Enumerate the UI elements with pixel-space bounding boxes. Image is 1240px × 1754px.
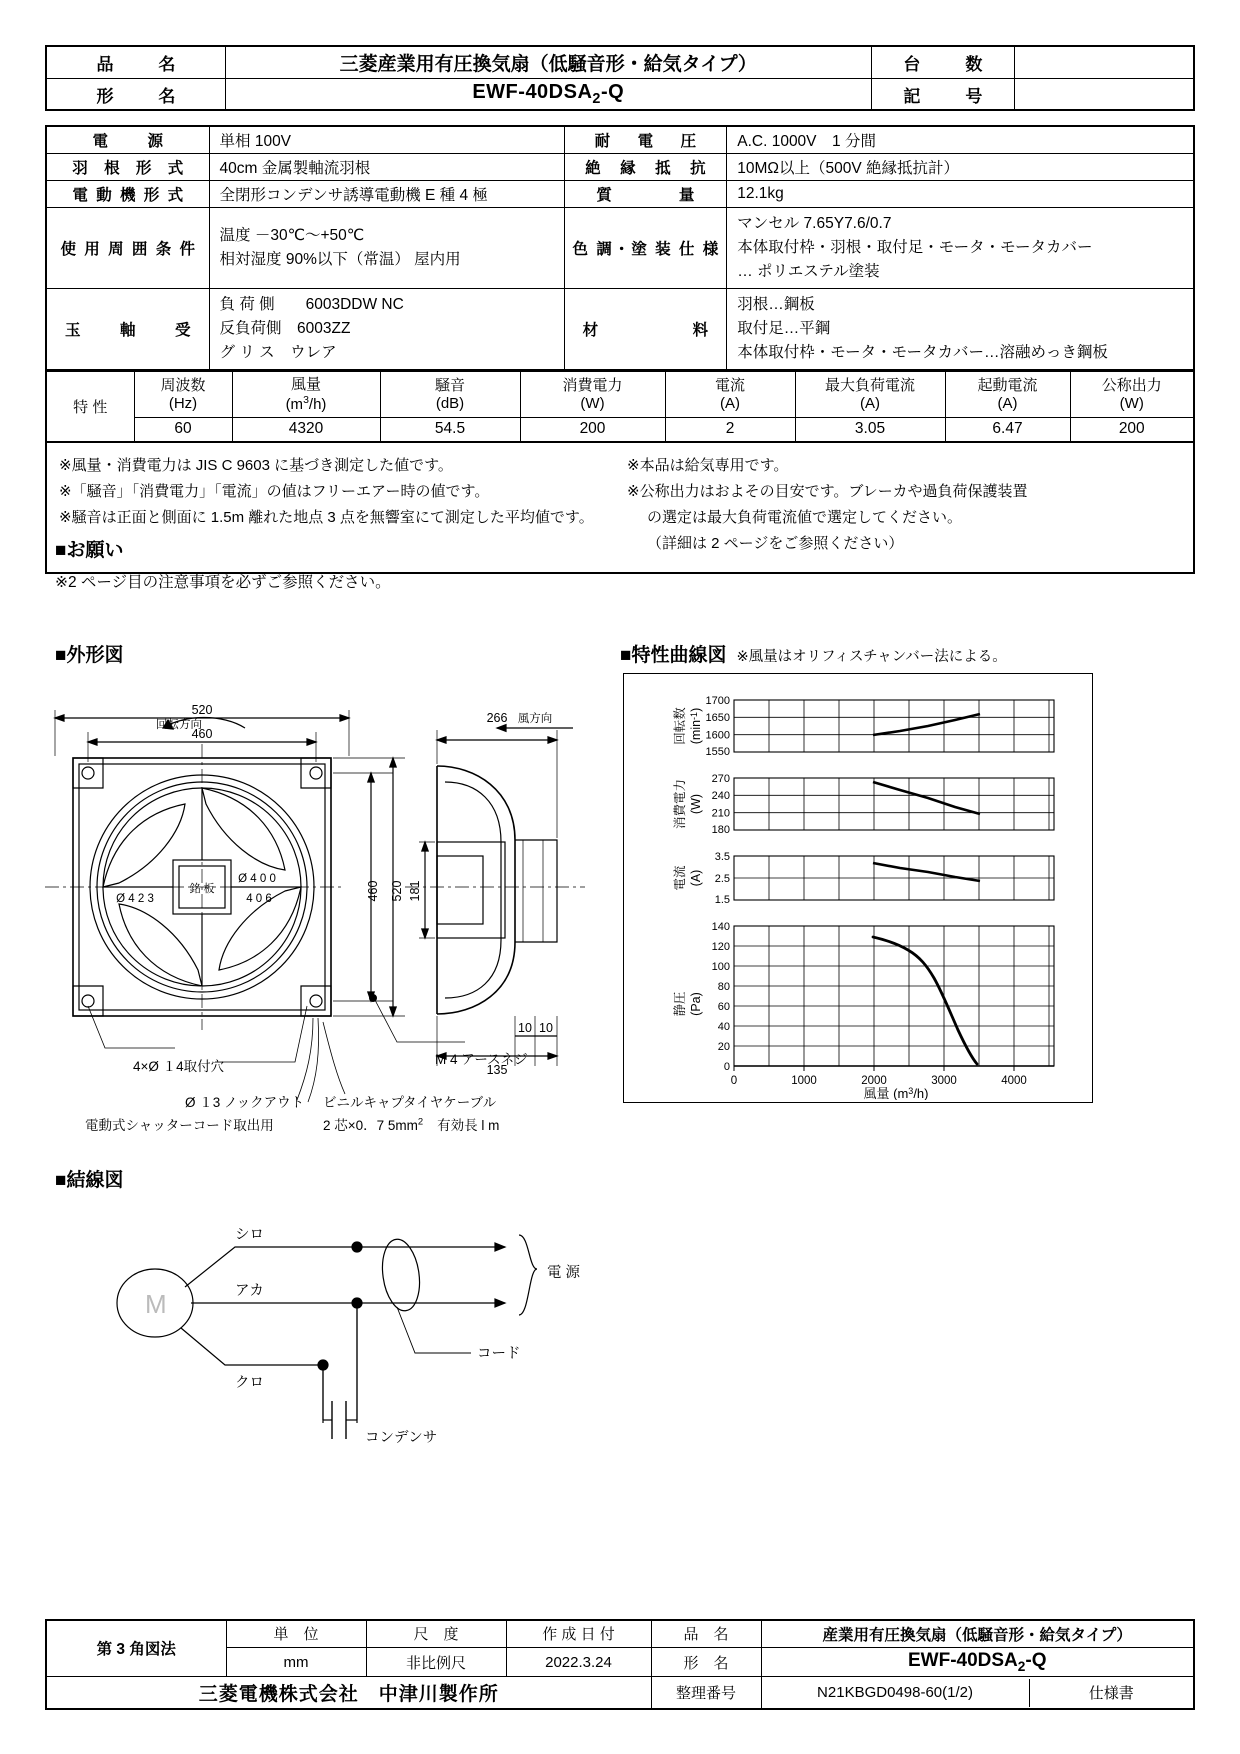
model-name-label: 形 名 [46,79,225,111]
footer-model-label: 形 名 [651,1648,761,1677]
col-frequency [134,372,232,418]
val-noise: 54.5 [380,418,520,442]
footer-pname-label: 品 名 [651,1620,761,1648]
model-subscript: 2 [592,91,601,107]
date-value: 2022.3.24 [506,1648,651,1677]
val-power: 200 [520,418,665,442]
material-label: 材 料 [564,289,727,371]
wiring-heading: ■結線図 [55,1170,124,1191]
dim-460-top: 460 [191,727,213,741]
munsell-color: マンセル 7.65Y7.6/0.7 [737,215,892,232]
footer-model-tail: -Q [1025,1650,1047,1672]
request-body: ※2 ページ目の注意事項を必ずご参照ください。 [55,574,391,591]
table-header-row [46,372,1194,418]
note-see-page2: （詳細は 2 ページをご参照ください） [647,535,904,553]
col-nominal-output [1070,372,1194,418]
col-max-load-unit: (A) [860,394,880,412]
paint-type: … ポリエステル塗装 [737,263,880,281]
wiring-svg [85,1195,605,1445]
shutter-cord-note: 電動式シャッターコード取出用 [85,1118,274,1133]
wire-white-label: シロ [235,1227,264,1243]
col-power-unit: (W) [580,394,605,412]
note-nominal-output: ※公称出力はおよその目安です。ブレーカや過負荷保護装置 [627,482,1028,500]
ytick-cur-25: 2.5 [714,873,730,885]
table-row [46,289,1194,371]
model-suffix: -Q [600,81,625,103]
footer-model-value [761,1648,1194,1677]
col-current-name: 電流 [714,377,745,395]
col-noise [380,372,520,418]
col-starting-name: 起動電流 [977,377,1038,395]
ytick-sp-100: 100 [711,961,730,973]
footer-model-sub: 2 [1017,1659,1026,1674]
ytick-rot-1650: 1650 [705,712,730,724]
curve-section [620,640,1195,667]
col-noise-name: 騒音 [434,377,465,395]
ytick-rot-1550: 1550 [705,746,730,758]
ambient-temp: 温度 －30℃～+50℃ [219,227,365,244]
ambient-conditions-value [209,208,564,289]
outline-drawing-section [55,640,123,667]
cord-label: コード [477,1346,521,1362]
table-row [762,1679,1194,1707]
col-current [665,372,795,418]
mass-value: 12.1kg [727,181,1194,208]
yaxis-unit-rotation: $(\min^{-1})$ [689,707,703,745]
table-row [46,46,1194,79]
xtick-4000: 4000 [1001,1075,1027,1087]
dim-520-top: 520 [191,703,213,717]
withstand-voltage-label: 耐 電 圧 [564,126,727,154]
power-source-value: 単相 100V [209,126,564,154]
ytick-rot-1700: 1700 [705,695,730,707]
material-value [727,289,1194,371]
dim-10a: 10 [518,1021,532,1035]
dim-135: 135 [486,1063,508,1077]
table-row [46,418,1194,442]
document-number-label: 整理番号 [651,1677,761,1710]
xtick-1000: 1000 [791,1075,817,1087]
yaxis-label-current: 電流 [673,865,687,891]
request-section [55,535,391,592]
col-frequency-unit: (Hz) [168,394,198,412]
ytick-pw-240: 240 [711,790,730,802]
ytick-sp-20: 20 [717,1041,730,1053]
xaxis-label: 風量 $(m^3/h)$ [863,1086,929,1100]
wire-black-label: クロ [235,1375,264,1391]
scale-value: 非比例尺 [366,1648,506,1677]
xtick-3000: 3000 [931,1075,957,1087]
val-starting-current: 6.47 [945,418,1070,442]
characteristics-row-label: 特 性 [46,372,134,442]
bearing-anti-load-side: 反負荷側 6003ZZ [219,320,351,338]
cable-note-1: ビニルキャプタイヤケーブル [323,1095,497,1110]
title-block [45,1619,1195,1710]
product-name-label: 品 名 [46,46,225,79]
dim-10b: 10 [539,1021,553,1035]
company-name: 三菱電機株式会社 中津川製作所 [46,1677,651,1710]
dim-181: 181 [408,880,422,902]
curve-heading: ■特性曲線図 [620,645,727,666]
table-row [46,208,1194,289]
document-number-value: N21KBGD0498-60(1/2) [762,1679,1030,1707]
ytick-sp-0: 0 [723,1061,730,1073]
outline-heading: ■外形図 [55,645,124,666]
col-power-name: 消費電力 [562,377,623,395]
val-current: 2 [665,418,795,442]
document-type: 仕様書 [1088,1685,1134,1702]
xtick-0: 0 [730,1075,738,1087]
ytick-rot-1600: 1600 [705,729,730,742]
yaxis-label-rotation: 回転数 [673,707,687,745]
cable-length: 有効長 l m [437,1118,500,1133]
document-number-cell [761,1677,1194,1710]
ambient-conditions-label: 使 用 周 囲 条 件 [46,208,209,289]
table-row [46,126,1194,154]
motor-type-value: 全閉形コンデンサ誘導電動機 E 種 4 極 [209,181,564,208]
dim-520-side: 520 [390,880,404,902]
projection-method: 第 3 角図法 [46,1620,226,1677]
col-power [520,372,665,418]
note-breaker-selection: の選定は最大負荷電流値で選定してください。 [647,509,963,527]
ytick-cur-35: 3.5 [714,851,730,863]
col-max-load-name: 最大負荷電流 [824,377,915,395]
ambient-humidity: 相対湿度 90%以下（常温） 屋内用 [219,251,461,269]
table-row [46,1677,1194,1710]
bearing-load-side: 負 荷 側 6003DDW NC [219,296,404,314]
color-finish-value [727,208,1194,289]
wiring-diagram [85,1195,605,1445]
color-finish-label: 色 調・塗 装 仕 様 [564,208,727,289]
unit-label: 単 位 [226,1620,366,1648]
material-blade: 羽根…鋼板 [737,296,815,314]
insulation-resistance-value: 10MΩ以上（500V 絶縁抵抗計） [727,154,1194,181]
dim-266: 266 [486,711,508,725]
val-airflow: 4320 [232,418,380,442]
table-row [46,1620,1194,1648]
rotation-direction-label: 回転方向 [156,719,202,731]
ytick-sp-40: 40 [717,1021,730,1033]
val-max-load-current: 3.05 [795,418,945,442]
quantity-value[interactable] [1015,46,1194,79]
blade-type-value: 40cm 金属製軸流羽根 [209,154,564,181]
nameplate-label: 銘 板 [189,883,215,895]
spec-sheet-page [45,45,1195,1710]
product-name-value: 三菱産業用有圧換気扇（低騒音形・給気タイプ） [225,46,871,79]
material-frame: 本体取付枠・モータ・モータカバー…溶融めっき鋼板 [737,344,1108,362]
cable-sup: 2 [417,1116,424,1128]
power-supply-label: 電 源 [547,1265,581,1281]
table-row [46,154,1194,181]
wiring-section [55,1165,123,1192]
col-frequency-name: 周波数 [160,377,206,395]
material-foot: 取付足…平鋼 [737,320,831,338]
wind-direction-label: 風方向 [517,713,553,725]
ytick-sp-140: 140 [711,921,730,933]
ytick-pw-210: 210 [711,807,730,820]
table-row [46,181,1194,208]
footer-model-main: EWF-40DSA [907,1650,1018,1672]
col-airflow-unit: $(m^3/h)$ [285,393,327,413]
knockout-note: Ø １3 ノックアウト [185,1095,305,1110]
earth-screw-note: M 4 アースネジ [435,1052,528,1067]
cable-note-2 [323,1114,499,1134]
scale-label: 尺 度 [366,1620,506,1648]
note-supply-only: ※本品は給気専用です。 [627,456,789,474]
symbol-label: 記 号 [871,79,1015,111]
col-nominal-name: 公称出力 [1101,377,1162,395]
ball-bearing-label: 玉 軸 受 [46,289,209,371]
ytick-sp-120: 120 [711,941,730,953]
model-main: EWF-40DSA [472,81,593,103]
symbol-value[interactable] [1015,79,1194,111]
col-nominal-unit: (W) [1119,394,1144,412]
bearing-grease: グ リ ス ウレア [219,344,337,362]
wire-red-label: アカ [235,1283,264,1299]
ytick-sp-80: 80 [717,981,730,993]
yaxis-unit-current: (A) [689,869,703,887]
yaxis-label-power: 消費電力 [673,778,687,830]
note-freeair: ※「騒音」「消費電力」「電流」の値はフリーエアー時の値です。 [59,482,490,500]
quantity-label: 台 数 [871,46,1015,79]
notes-right-column [613,453,1181,558]
capacitor-label: コンデンサ [365,1430,438,1445]
dia-423-label: Ø 4 2 3 [116,893,154,905]
dia-406-label: 4 0 6 [246,893,272,905]
col-starting-unit: (A) [997,394,1018,412]
painted-parts: 本体取付枠・羽根・取付足・モータ・モータカバー [737,239,1093,257]
ytick-sp-60: 60 [717,1001,730,1013]
dia-400-label: Ø 4 0 0 [238,873,276,885]
col-noise-unit: (dB) [435,394,465,412]
power-source-label: 電 源 [46,126,209,154]
col-airflow [232,372,380,418]
yaxis-unit-power: (W) [689,793,703,815]
motor-symbol: M [145,1289,167,1319]
ytick-pw-180: 180 [711,824,730,836]
characteristics-table [45,371,1195,443]
note-jis: ※風量・消費電力は JIS C 9603 に基づき測定した値です。 [59,456,453,474]
val-nominal-output: 200 [1070,418,1194,442]
ytick-pw-270: 270 [711,773,730,785]
request-heading: ■お願い [55,540,124,561]
cable-spec: 2 芯×0．7 5mm [323,1118,418,1133]
col-starting-current [945,372,1070,418]
mounting-hole-note: 4×Ø １4取付穴 [133,1059,225,1074]
unit-value: mm [226,1648,366,1677]
performance-curve-chart [624,674,1090,1100]
header-table [45,45,1195,111]
withstand-voltage-value: A.C. 1000V 1 分間 [727,126,1194,154]
date-label: 作 成 日 付 [506,1620,651,1648]
col-airflow-name: 風量 [290,376,321,394]
ball-bearing-value [209,289,564,371]
dim-460-side: 460 [366,880,380,902]
blade-type-label: 羽 根 形 式 [46,154,209,181]
col-max-load-current [795,372,945,418]
model-name-value [225,79,871,111]
table-row [46,79,1194,111]
insulation-resistance-label: 絶 縁 抵 抗 [564,154,727,181]
motor-type-label: 電 動 機 形 式 [46,181,209,208]
mass-label: 質 量 [564,181,727,208]
title-block-table [45,1619,1195,1710]
footer-pname-value: 産業用有圧換気扇（低騒音形・給気タイプ） [761,1620,1194,1648]
xtick-2000: 2000 [861,1075,887,1087]
yaxis-label-pressure: 静圧 [673,991,687,1017]
yaxis-unit-pressure: (Pa) [689,992,703,1016]
ytick-cur-15: 1.5 [714,894,730,906]
specification-table [45,125,1195,371]
note-noise-measure: ※騒音は正面と側面に 1.5m 離れた地点 3 点を無響室にて測定した平均値です。 [59,509,594,527]
curve-note: ※風量はオリフィスチャンバー法による。 [736,649,1007,665]
col-current-unit: (A) [720,394,740,412]
val-frequency: 60 [134,418,232,442]
curve-chart-box [623,673,1093,1103]
